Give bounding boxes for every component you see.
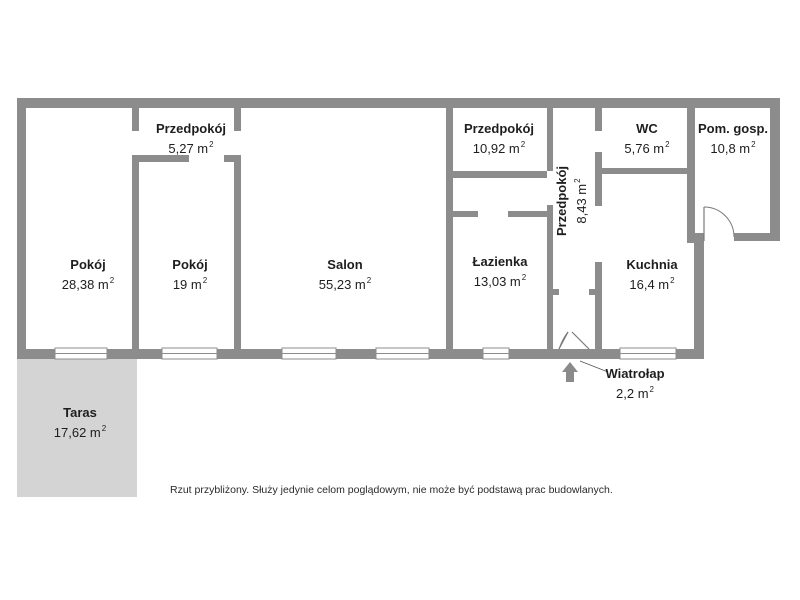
entrance-door bbox=[559, 332, 589, 349]
room-label-pokoj-1: Pokój 28,38 $m^2$ bbox=[61, 257, 115, 292]
disclaimer-text: Rzut przybliżony. Służy jedynie celom poglądowym, nie może być podstawą prac budowlanych. bbox=[170, 484, 613, 496]
room-label-taras: Taras 17,62 $m^2$ bbox=[53, 405, 107, 440]
window-pokoj1 bbox=[55, 348, 107, 359]
room-label-lazienka: Łazienka 13,03 $m^2$ bbox=[472, 254, 528, 289]
room-label-pokoj-2: Pokój 19 $m^2$ bbox=[172, 257, 208, 292]
window-pokoj2 bbox=[162, 348, 217, 359]
room-label-salon: Salon 55,23 $m^2$ bbox=[318, 257, 372, 292]
window-kuchnia bbox=[620, 348, 676, 359]
pom-gosp-door bbox=[704, 207, 734, 241]
room-label-pom-gosp: Pom. gosp. 10,8 $m^2$ bbox=[697, 121, 769, 156]
room-label-wc: WC 5,76 $m^2$ bbox=[624, 121, 670, 156]
entrance-arrow-icon bbox=[562, 362, 578, 382]
window-lazienka bbox=[483, 348, 509, 359]
room-label-przedpokoj-1: Przedpokój 5,27 $m^2$ bbox=[155, 121, 227, 156]
window-salon-left bbox=[282, 348, 336, 359]
room-label-przedpokoj-3: Przedpokój 8,43 $m^2$ bbox=[554, 165, 589, 237]
room-label-kuchnia: Kuchnia 16,4 $m^2$ bbox=[626, 257, 678, 292]
room-label-wiatrolap: Wiatrołap 2,2 $m^2$ bbox=[605, 366, 665, 401]
window-salon-right bbox=[376, 348, 429, 359]
room-label-przedpokoj-2: Przedpokój 10,92 $m^2$ bbox=[463, 121, 535, 156]
